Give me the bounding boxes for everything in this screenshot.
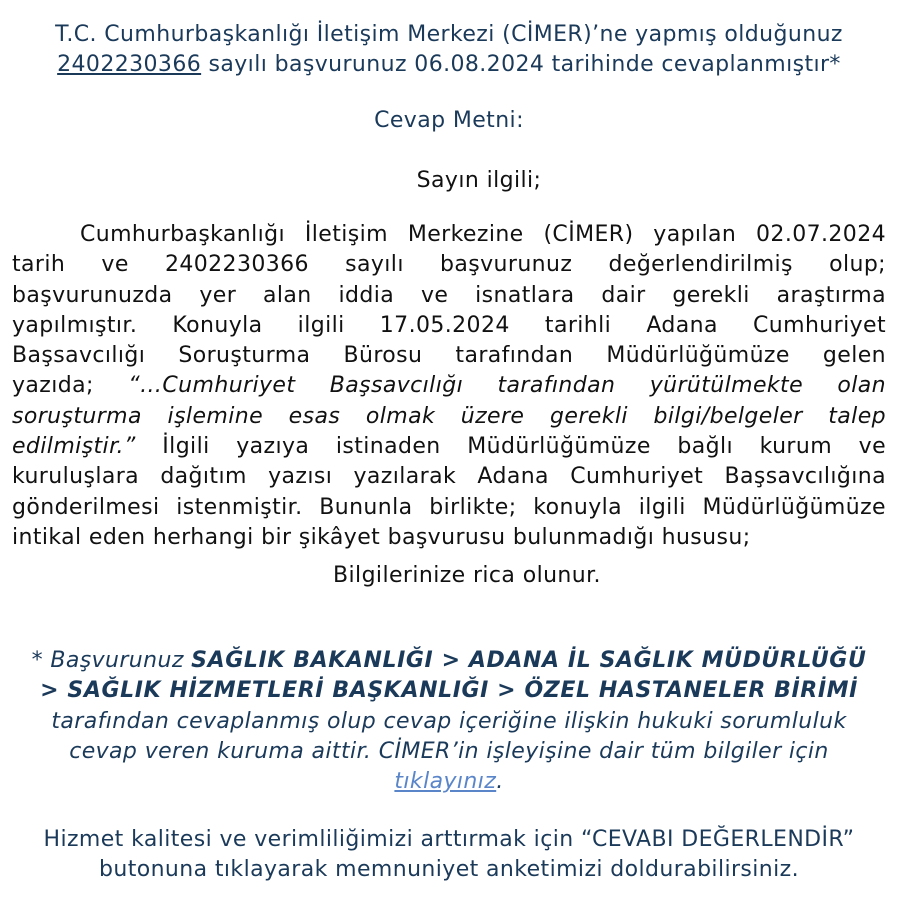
body-line: tarih ve 2402230366 sayılı başvurunuz değerlendirilmiş olup; bbox=[12, 252, 886, 278]
body-line bbox=[12, 371, 886, 401]
body-line: Başsavcılığı Soruşturma Bürosu tarafından Müdürlüğümüze gelen bbox=[12, 343, 886, 369]
institution-path-1: SAĞLIK BAKANLIĞI > ADANA İL SAĞLIK MÜDÜRLÜĞÜ bbox=[191, 648, 867, 673]
survey-note bbox=[12, 825, 886, 886]
note-line-1 bbox=[12, 646, 886, 676]
quoted-text: edilmiştir.” bbox=[12, 434, 136, 460]
body-text: yazıda; bbox=[12, 373, 129, 399]
body-line: intikal eden herhangi bir şikâyet başvurusu bulunmadığı hususu; bbox=[12, 524, 751, 550]
body-line: gönderilmesi istenmiştir. Bununla birlikte; konuyla ilgili Müdürlüğümüze bbox=[12, 494, 886, 520]
body-text: İlgili yazıya istinaden Müdürlüğümüze bağlı kurum ve bbox=[135, 434, 886, 460]
closing-line: Bilgilerinize rica olunur. bbox=[333, 563, 601, 588]
body-line: Cumhurbaşkanlığı İletişim Merkezine (CİMER) yapılan 02.07.2024 bbox=[80, 222, 886, 247]
survey-line-1: Hizmet kalitesi ve verimliliğimizi arttırmak için “CEVABI DEĞERLENDİR” bbox=[43, 827, 855, 852]
body-line: yapılmıştır. Konuyla ilgili 17.05.2024 tarihli Adana Cumhuriyet bbox=[12, 312, 886, 338]
response-text-label: Cevap Metni: bbox=[374, 108, 524, 133]
header-line-2-text: sayılı başvurunuz 06.08.2024 tarihinde cevaplanmıştır* bbox=[201, 52, 841, 78]
response-header bbox=[12, 20, 886, 81]
info-link[interactable]: tıklayınız bbox=[394, 769, 497, 795]
institution-path-2: > SAĞLIK HİZMETLERİ BAŞKANLIĞI > ÖZEL HASTANELER BİRİMİ bbox=[40, 678, 858, 704]
header-line-2 bbox=[12, 50, 886, 80]
body-line: başvurunuzda yer alan iddia ve isnatlara dair gerekli araştırma bbox=[12, 282, 886, 308]
body-line bbox=[12, 402, 886, 432]
note-suffix: . bbox=[496, 769, 504, 795]
body-line bbox=[12, 432, 886, 462]
responding-institution-note bbox=[12, 646, 886, 797]
note-line-3: tarafından cevaplanmış olup cevap içeriğine ilişkin hukuki sorumluluk bbox=[51, 708, 847, 734]
body-line: kuruluşlara dağıtım yazısı yazılarak Adana Cumhuriyet Başsavcılığına bbox=[12, 464, 886, 490]
survey-line-2: butonuna tıklayarak memnuniyet anketimizi doldurabilirsiniz. bbox=[99, 857, 799, 883]
quoted-text: “…Cumhuriyet Başsavcılığı tarafından yürütülmekte olan bbox=[128, 373, 886, 399]
note-line-5 bbox=[12, 767, 886, 797]
note-prefix: * Başvurunuz bbox=[31, 648, 192, 673]
note-line-2 bbox=[12, 676, 886, 706]
note-line-4: cevap veren kuruma aittir. CİMER’in işleyişine dair tüm bilgiler için bbox=[69, 738, 829, 764]
salutation: Sayın ilgili; bbox=[416, 168, 542, 193]
application-number-link[interactable]: 2402230366 bbox=[57, 52, 202, 78]
response-body bbox=[12, 220, 886, 553]
header-line-1: T.C. Cumhurbaşkanlığı İletişim Merkezi (CİMER)’ne yapmış olduğunuz bbox=[55, 22, 843, 47]
quoted-text: soruşturma işlemine esas olmak üzere gerekli bilgi/belgeler talep bbox=[12, 403, 886, 429]
